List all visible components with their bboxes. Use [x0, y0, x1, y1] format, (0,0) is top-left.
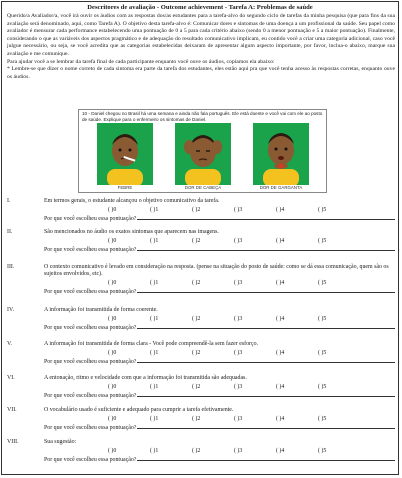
fever-image: [97, 123, 153, 185]
criterion-text: Em termos gerais, o estudante alcançou o objetivo comunicativo da tarefa.: [44, 198, 220, 204]
score-option-4[interactable]: ( )4: [276, 316, 285, 322]
score-option-4[interactable]: ( )4: [276, 384, 285, 390]
intro-paragraph-1: Querido/a Avaliador/a, você irá ouvir os áudios com as respostas dos/as estudantes para a tarefa-alvo do segundo ciclo de tarefas da minha pesquisa (que para fins da sua avaliação será denominado, aqui, como Tarefa A). O objetivo desta tarefa-alvo é: Comunicar dores e sintomas de uma doença a um profissional da saúde. Seu papel como avaliador é mensurar cada performance estabelecendo uma pontuação de 0 a 5 para cada critério abaixo (sendo 0 a menor pontuação e 5 a maior pontuação). Finalmente, considerando o que as variáveis dos aspectos pragmático e de adequação do resultado comunicativo implicam, eu contido você a criar uma categoria adicional, caso você julgue necessário, ou seja, se você acredita que as categorias estabelecidas deixaram de apresentar algum aspecto importante, por favor, inclua-o abaixo, marque sua avaliação e me comunique.: [7, 13, 395, 57]
headache-image: [175, 123, 231, 185]
justification-label: Por que você escolheu essa pontuação?: [44, 247, 137, 253]
score-option-0[interactable]: ( )0: [108, 350, 117, 356]
score-option-3[interactable]: ( )3: [234, 238, 243, 244]
score-scale: [108, 416, 360, 422]
score-option-3[interactable]: ( )3: [234, 350, 243, 356]
justification-label: Por que você escolheu essa pontuação?: [44, 325, 137, 331]
score-option-1[interactable]: ( )1: [150, 350, 159, 356]
score-option-3[interactable]: ( )3: [234, 207, 243, 213]
score-option-4[interactable]: ( )4: [276, 350, 285, 356]
justification-field: [44, 455, 395, 463]
score-option-1[interactable]: ( )1: [150, 416, 159, 422]
page-title: Descritores de avaliação - Outcome achievement - Tarefa A: Problemas de saúde: [87, 4, 313, 11]
criterion-number: III.: [7, 264, 15, 270]
score-option-3[interactable]: ( )3: [234, 384, 243, 390]
justification-label: Por que você escolheu essa pontuação?: [44, 457, 137, 463]
criterion-text: A informação foi transmitida de forma clara - Você pode compreendê-la sem fazer esforço.: [44, 341, 259, 347]
justification-field: [44, 287, 395, 295]
score-option-2[interactable]: ( )2: [192, 416, 201, 422]
score-option-1[interactable]: ( )1: [150, 448, 159, 454]
criterion-number: I.: [7, 198, 11, 204]
justification-field: [44, 391, 395, 399]
justification-field: [44, 323, 395, 331]
score-option-4[interactable]: ( )4: [276, 280, 285, 286]
sore-throat-image: [253, 123, 309, 185]
criterion-text: O contexto comunicativo é levado em consideração na resposta. (pense na situação do posto de saúde: como se dá essa comunicação, quem são os sujeitos envolvidos, etc).: [44, 264, 389, 278]
score-option-0[interactable]: ( )0: [108, 238, 117, 244]
score-option-1[interactable]: ( )1: [150, 207, 159, 213]
score-option-3[interactable]: ( )3: [234, 316, 243, 322]
score-option-0[interactable]: ( )0: [108, 448, 117, 454]
justification-input-line[interactable]: [137, 455, 395, 461]
criterion-number: IV.: [7, 307, 14, 313]
justification-label: Por que você escolheu essa pontuação?: [44, 216, 137, 222]
task-figure: [78, 109, 327, 193]
justification-input-line[interactable]: [137, 287, 395, 293]
justification-input-line[interactable]: [137, 214, 395, 220]
criterion-number: VIII.: [7, 439, 19, 445]
score-option-3[interactable]: ( )3: [234, 416, 243, 422]
intro-paragraph-3: * Lembre-se que dizer o nome correto de cada sintoma era parte da tarefa dos estudantes, eles estão aqui pra que você tenha acesso às respostas corretas, enquanto ouve os áudios.: [7, 66, 395, 80]
figure-caption: 10 - Daniel chegou no Brasil há uma semana e ainda não fala português. Ele está doente e você vai com ele ao posto de saúde. Explique para o enfermeiro os sintomas de Daniel.: [82, 111, 323, 122]
score-option-5[interactable]: ( )5: [318, 350, 327, 356]
justification-input-line[interactable]: [137, 245, 395, 251]
justification-label: Por que você escolheu essa pontuação?: [44, 393, 137, 399]
score-option-5[interactable]: ( )5: [318, 280, 327, 286]
justification-input-line[interactable]: [137, 391, 395, 397]
panel-label-headache: DOR DE CABEÇA: [184, 185, 222, 190]
score-option-2[interactable]: ( )2: [192, 316, 201, 322]
score-scale: [108, 280, 360, 286]
score-option-1[interactable]: ( )1: [150, 238, 159, 244]
justification-field: [44, 245, 395, 253]
criterion-number: VI.: [7, 375, 15, 381]
justification-field: [44, 357, 395, 365]
justification-label: Por que você escolheu essa pontuação?: [44, 425, 137, 431]
score-scale: [108, 207, 360, 213]
evaluation-form: [1, 1, 399, 475]
score-option-2[interactable]: ( )2: [192, 238, 201, 244]
criterion-text: São mencionados no áudio os exatos sintomas que aparecem nas imagens.: [44, 229, 219, 235]
panel-label-sore-throat: DOR DE GARGANTA: [259, 185, 303, 190]
score-scale: [108, 384, 360, 390]
score-option-2[interactable]: ( )2: [192, 350, 201, 356]
panel-label-fever: FEBRE: [117, 185, 133, 190]
score-option-2[interactable]: ( )2: [192, 448, 201, 454]
score-option-5[interactable]: ( )5: [318, 238, 327, 244]
score-option-2[interactable]: ( )2: [192, 384, 201, 390]
score-option-1[interactable]: ( )1: [150, 384, 159, 390]
criterion-text: Sua sugestão:: [44, 439, 77, 445]
score-option-5[interactable]: ( )5: [318, 448, 327, 454]
score-option-4[interactable]: ( )4: [276, 416, 285, 422]
criterion-number: VII.: [7, 407, 17, 413]
justification-input-line[interactable]: [137, 357, 395, 363]
score-option-0[interactable]: ( )0: [108, 316, 117, 322]
score-option-3[interactable]: ( )3: [234, 280, 243, 286]
score-option-4[interactable]: ( )4: [276, 448, 285, 454]
score-option-1[interactable]: ( )1: [150, 316, 159, 322]
justification-field: [44, 423, 395, 431]
score-scale: [108, 350, 360, 356]
criterion-number: V.: [7, 341, 12, 347]
score-option-2[interactable]: ( )2: [192, 280, 201, 286]
score-option-3[interactable]: ( )3: [234, 448, 243, 454]
criterion-text: O vocabulário usado é suficiente e adequado para cumprir a tarefa efetivamente.: [44, 407, 234, 413]
justification-label: Por que você escolheu essa pontuação?: [44, 289, 137, 295]
score-scale: [108, 316, 360, 322]
criterion-text: A informação foi transmitida de forma coerente.: [44, 307, 158, 313]
justification-input-line[interactable]: [137, 423, 395, 429]
justification-label: Por que você escolheu essa pontuação?: [44, 359, 137, 365]
score-option-0[interactable]: ( )0: [108, 384, 117, 390]
score-option-0[interactable]: ( )0: [108, 416, 117, 422]
score-option-2[interactable]: ( )2: [192, 207, 201, 213]
score-option-5[interactable]: ( )5: [318, 384, 327, 390]
score-option-4[interactable]: ( )4: [276, 238, 285, 244]
score-option-0[interactable]: ( )0: [108, 280, 117, 286]
score-option-5[interactable]: ( )5: [318, 316, 327, 322]
justification-input-line[interactable]: [137, 323, 395, 329]
score-option-5[interactable]: ( )5: [318, 207, 327, 213]
criterion-text: A entonação, ritmo e velocidade com que a informação foi transmitida são adequadas.: [44, 375, 247, 381]
score-option-1[interactable]: ( )1: [150, 280, 159, 286]
score-option-4[interactable]: ( )4: [276, 207, 285, 213]
score-scale: [108, 238, 360, 244]
criterion-number: II.: [7, 229, 13, 235]
intro-paragraph-2: Para ajudar você a se lembrar da tarefa final de cada participante enquanto você ouve os áudios, copiamos ela abaixo:: [7, 58, 275, 65]
score-scale: [108, 448, 360, 454]
score-option-5[interactable]: ( )5: [318, 416, 327, 422]
score-option-0[interactable]: ( )0: [108, 207, 117, 213]
intro-text: [7, 13, 395, 81]
justification-field: [44, 214, 395, 222]
